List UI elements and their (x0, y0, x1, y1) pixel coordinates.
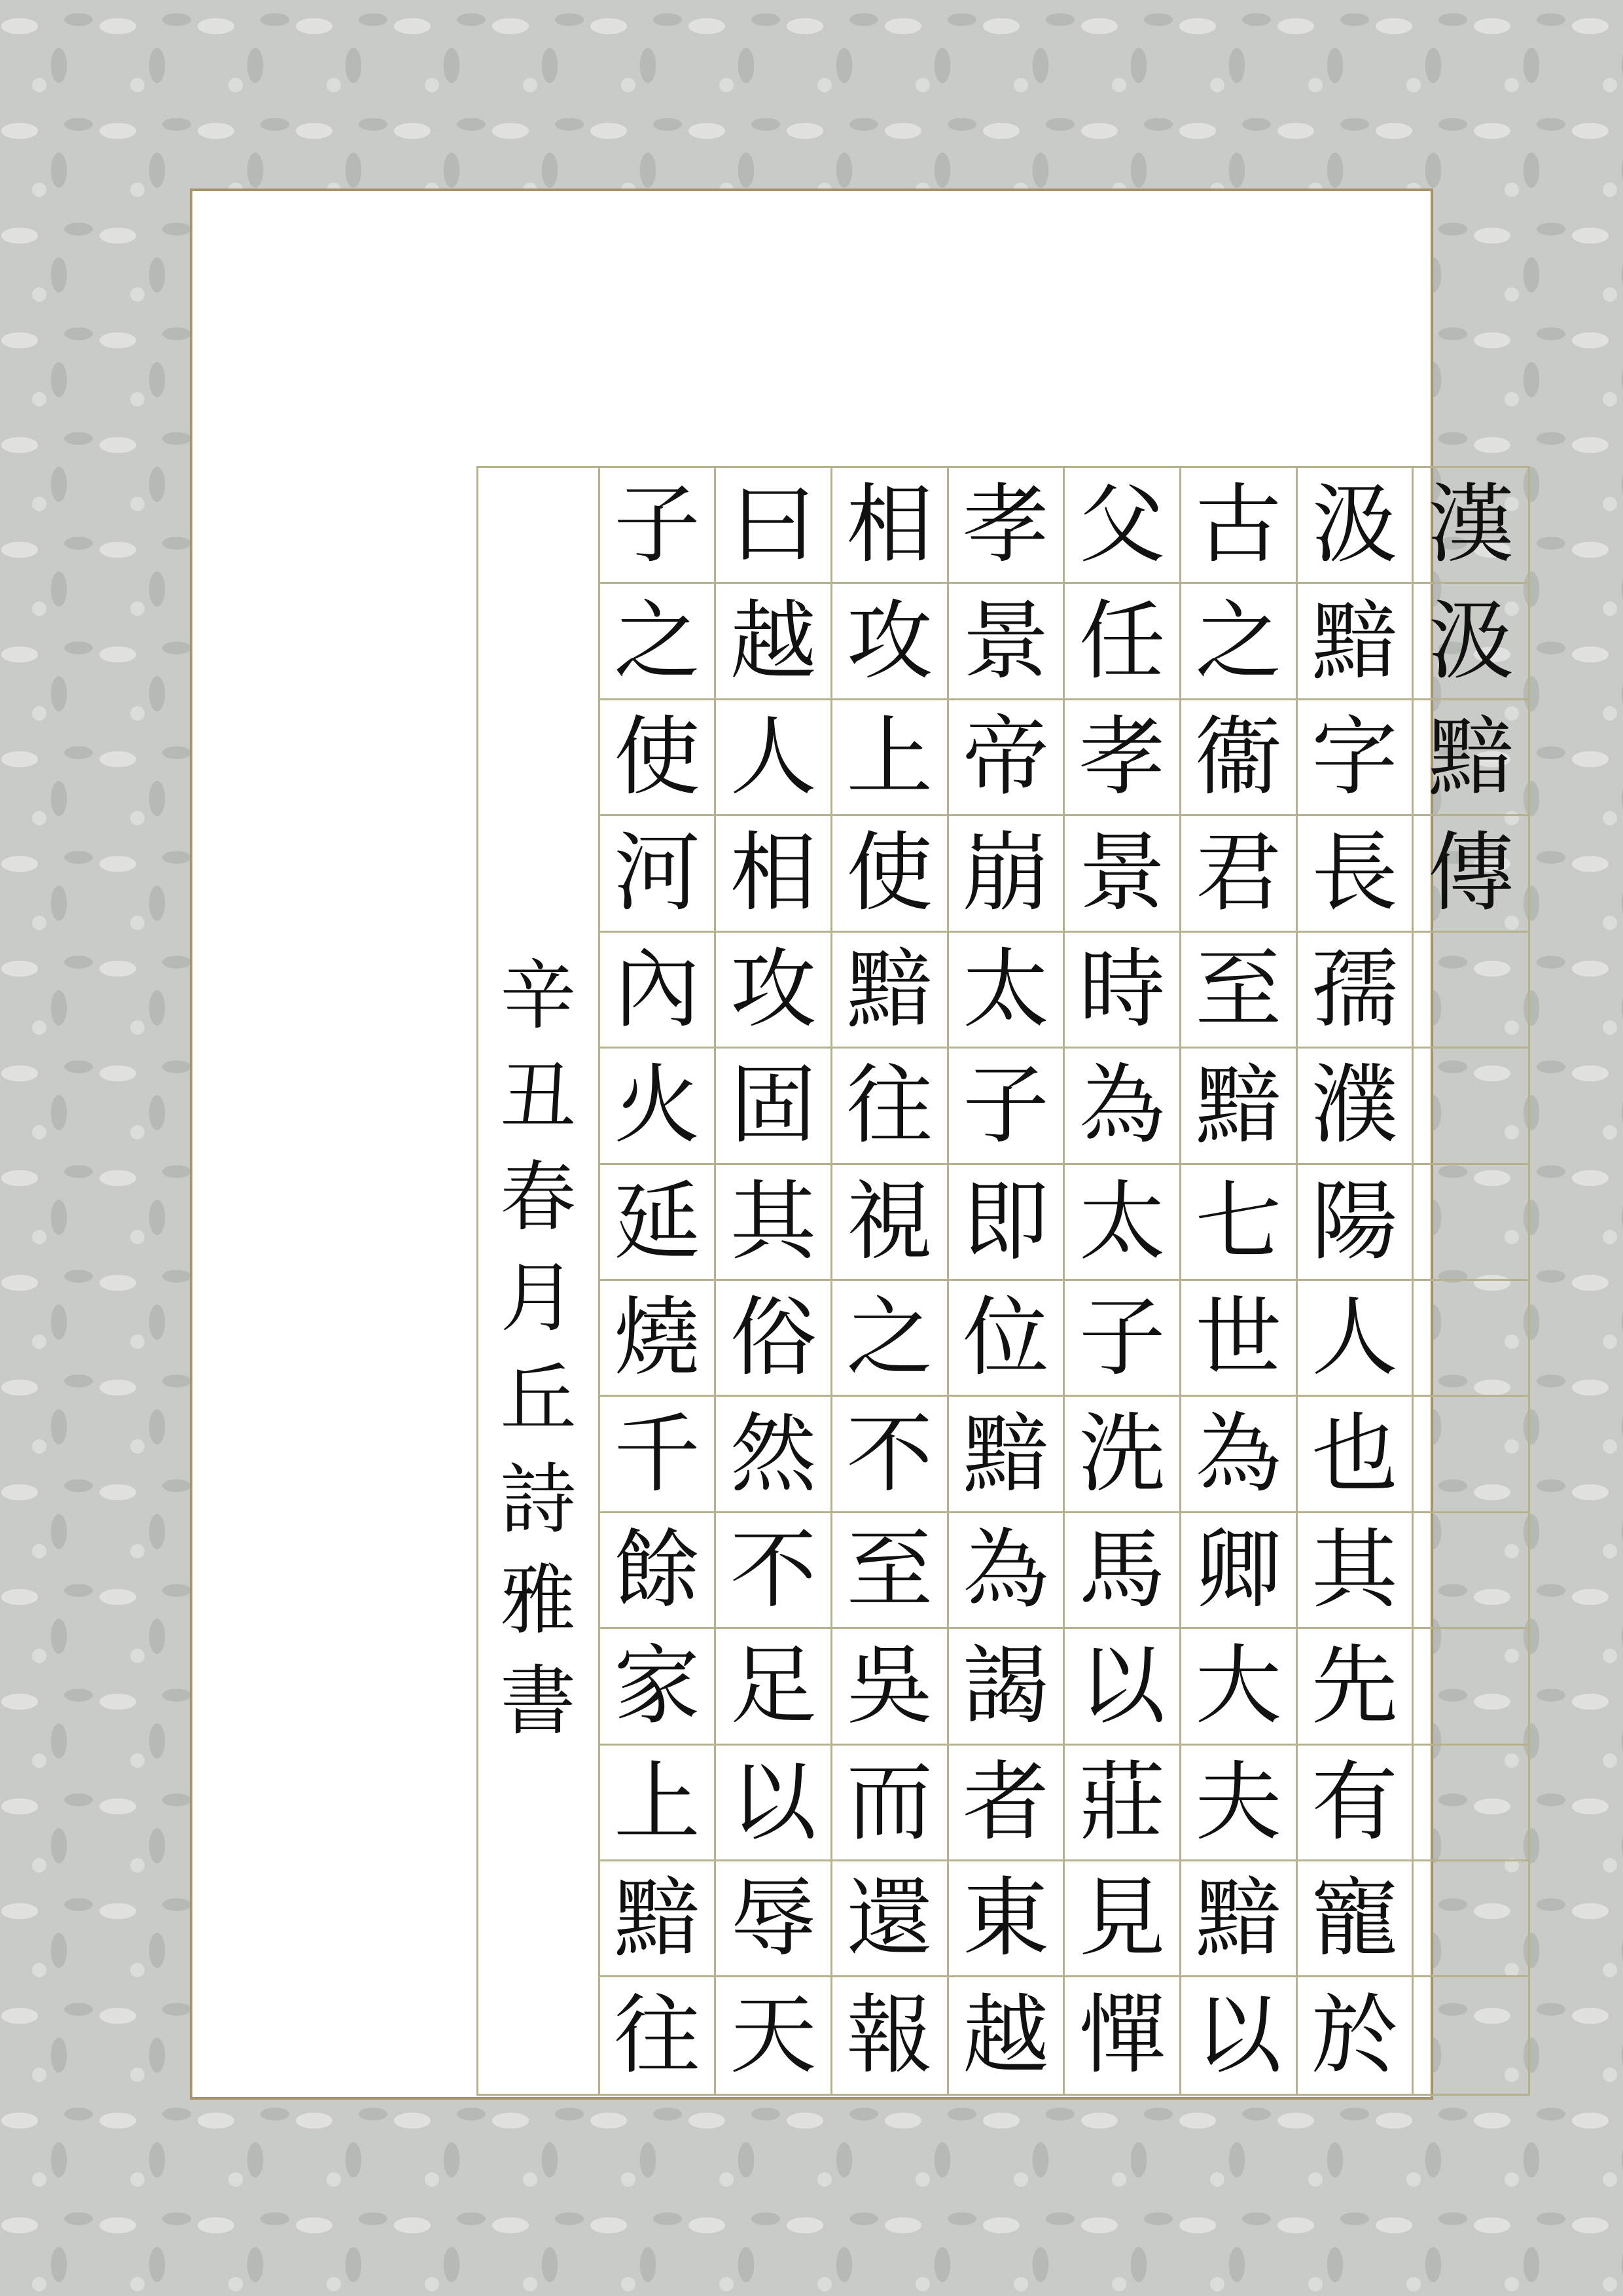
signature-char: 雅 (500, 1556, 577, 1645)
grid-column-2 (1298, 468, 1414, 2094)
grid-cell: 傳 (1414, 816, 1528, 932)
grid-cell: 世 (1181, 1281, 1296, 1397)
grid-cell: 洗 (1065, 1397, 1179, 1513)
grid-cell: 字 (1298, 700, 1412, 816)
grid-cell: 子 (1065, 1281, 1179, 1397)
grid-cell: 陽 (1298, 1165, 1412, 1281)
grid-cell: 越 (716, 584, 830, 700)
grid-cell: 古 (1181, 468, 1296, 584)
grid-cell: 漢 (1414, 468, 1528, 584)
grid-cell: 其 (1298, 1513, 1412, 1629)
grid-cell (1414, 1861, 1528, 1977)
signature-char: 詩 (500, 1456, 577, 1544)
grid-cell: 夫 (1181, 1746, 1296, 1861)
signature-column (478, 468, 600, 2094)
grid-cell: 吳 (832, 1629, 947, 1745)
grid-cell: 河 (600, 816, 715, 932)
grid-cell: 黯 (1298, 584, 1412, 700)
grid-cell: 景 (949, 584, 1063, 700)
grid-cell: 曰 (716, 468, 830, 584)
grid-cell: 越 (962, 1985, 1049, 2087)
grid-column-1 (1414, 468, 1530, 2094)
grid-cell: 黯 (1414, 700, 1528, 816)
grid-cell: 時 (1065, 933, 1179, 1049)
grid-cell: 家 (600, 1629, 715, 1745)
grid-cell: 不 (832, 1397, 947, 1513)
grid-cell: 東 (949, 1861, 1063, 1977)
grid-column-8 (600, 468, 717, 2094)
grid-cell: 之 (832, 1281, 947, 1397)
calligraphy-sheet (190, 188, 1514, 2100)
grid-cell: 莊 (1065, 1746, 1179, 1861)
grid-cell: 黯 (600, 1861, 715, 1977)
grid-cell: 人 (1298, 1281, 1412, 1397)
grid-cell: 黯 (1181, 1861, 1296, 1977)
grid-cell: 其 (716, 1165, 830, 1281)
grid-cell: 見 (1065, 1861, 1179, 1977)
grid-cell: 報 (846, 1985, 933, 2087)
grid-cell (1414, 1281, 1528, 1397)
grid-column-5 (949, 468, 1065, 2094)
grid-column-6 (832, 468, 949, 2094)
grid-cell: 往 (832, 1049, 947, 1164)
grid-cell: 攻 (716, 933, 830, 1049)
grid-cell: 寵 (1298, 1861, 1412, 1977)
grid-column-7 (716, 468, 832, 2094)
grid-cell: 為 (1065, 1049, 1179, 1164)
grid-cell: 往 (613, 1985, 700, 2087)
grid-cell: 為 (949, 1513, 1063, 1629)
signature-char: 書 (500, 1657, 577, 1746)
grid-cell: 長 (1298, 816, 1412, 932)
grid-cell: 君 (1181, 816, 1296, 932)
grid-cell: 即 (949, 1165, 1063, 1281)
grid-cell: 攻 (832, 584, 947, 700)
grid-cell: 相 (832, 468, 947, 584)
grid-cell: 以 (716, 1746, 830, 1861)
grid-cell: 至 (832, 1513, 947, 1629)
grid-cell: 位 (949, 1281, 1063, 1397)
grid-cell (1414, 933, 1528, 1049)
grid-cell: 以 (1195, 1985, 1282, 2087)
grid-cell: 使 (832, 816, 947, 932)
grid-cell: 而 (832, 1746, 947, 1861)
grid-cell: 燒 (600, 1281, 715, 1397)
grid-cell (1414, 1049, 1528, 1164)
grid-cell: 有 (1298, 1746, 1412, 1861)
grid-cell: 之 (600, 584, 715, 700)
grid-cell: 於 (1311, 1985, 1398, 2087)
grid-cell: 太 (1065, 1165, 1179, 1281)
grid-cell: 千 (600, 1397, 715, 1513)
grid-cell: 大 (1181, 1629, 1296, 1745)
grid-cell: 餘 (600, 1513, 715, 1629)
grid-cell: 上 (600, 1746, 715, 1861)
grid-cell: 之 (1181, 584, 1296, 700)
grid-cell: 足 (716, 1629, 830, 1745)
grid-cell: 辱 (716, 1861, 830, 1977)
grid-cell: 汲 (1298, 468, 1412, 584)
grid-cell: 帝 (949, 700, 1063, 816)
grid-cell: 人 (716, 700, 830, 816)
signature-char: 丑 (500, 1052, 577, 1141)
grid-cell: 子 (600, 468, 715, 584)
grid-cell: 孺 (1298, 933, 1412, 1049)
grid-cell: 黯 (949, 1397, 1063, 1513)
grid-cell: 視 (832, 1165, 947, 1281)
grid-cell: 濮 (1298, 1049, 1412, 1164)
grid-cell: 父 (1065, 468, 1179, 584)
grid-cell (1414, 1629, 1528, 1745)
grid-cell: 憚 (1079, 1985, 1166, 2087)
grid-cell: 汲 (1414, 584, 1528, 700)
grid-cell: 還 (832, 1861, 947, 1977)
grid-column-3 (1181, 468, 1298, 2094)
grid-cell: 黯 (832, 933, 947, 1049)
grid-cell: 景 (1065, 816, 1179, 932)
grid-cell: 先 (1298, 1629, 1412, 1745)
grid-cell: 上 (832, 700, 947, 816)
signature-char: 春 (500, 1153, 577, 1242)
grid-cell: 固 (716, 1049, 830, 1164)
grid-cell: 七 (1181, 1165, 1296, 1281)
grid-cell (1414, 1513, 1528, 1629)
grid-cell: 孝 (949, 468, 1063, 584)
grid-cell: 太 (949, 933, 1063, 1049)
grid-cell: 相 (716, 816, 830, 932)
grid-cell: 謁 (949, 1629, 1063, 1745)
grid-cell: 以 (1065, 1629, 1179, 1745)
grid-cell: 至 (1181, 933, 1296, 1049)
grid-cell: 然 (716, 1397, 830, 1513)
grid-column-4 (1065, 468, 1181, 2094)
grid-cell (1414, 1977, 1528, 2093)
signature-char: 月 (500, 1254, 577, 1342)
signature-char: 丘 (500, 1355, 577, 1443)
grid-cell: 天 (730, 1985, 817, 2087)
grid-cell: 卿 (1181, 1513, 1296, 1629)
grid-cell: 俗 (716, 1281, 830, 1397)
signature-char: 辛 (500, 952, 577, 1040)
grid-cell: 內 (600, 933, 715, 1049)
grid-cell (1414, 1746, 1528, 1861)
grid-cell: 為 (1181, 1397, 1296, 1513)
grid-cell: 者 (949, 1746, 1063, 1861)
grid-cell: 孝 (1065, 700, 1179, 816)
grid-cell: 崩 (949, 816, 1063, 932)
grid-cell: 衞 (1181, 700, 1296, 816)
grid-cell: 任 (1065, 584, 1179, 700)
character-grid (476, 466, 1530, 2096)
grid-cell (1414, 1165, 1528, 1281)
grid-cell: 馬 (1065, 1513, 1179, 1629)
grid-cell: 延 (600, 1165, 715, 1281)
grid-cell: 使 (600, 700, 715, 816)
grid-cell: 火 (600, 1049, 715, 1164)
grid-cell: 黯 (1181, 1049, 1296, 1164)
grid-cell (1414, 1397, 1528, 1513)
grid-cell: 不 (716, 1513, 830, 1629)
grid-cell: 子 (949, 1049, 1063, 1164)
grid-cell: 也 (1298, 1397, 1412, 1513)
